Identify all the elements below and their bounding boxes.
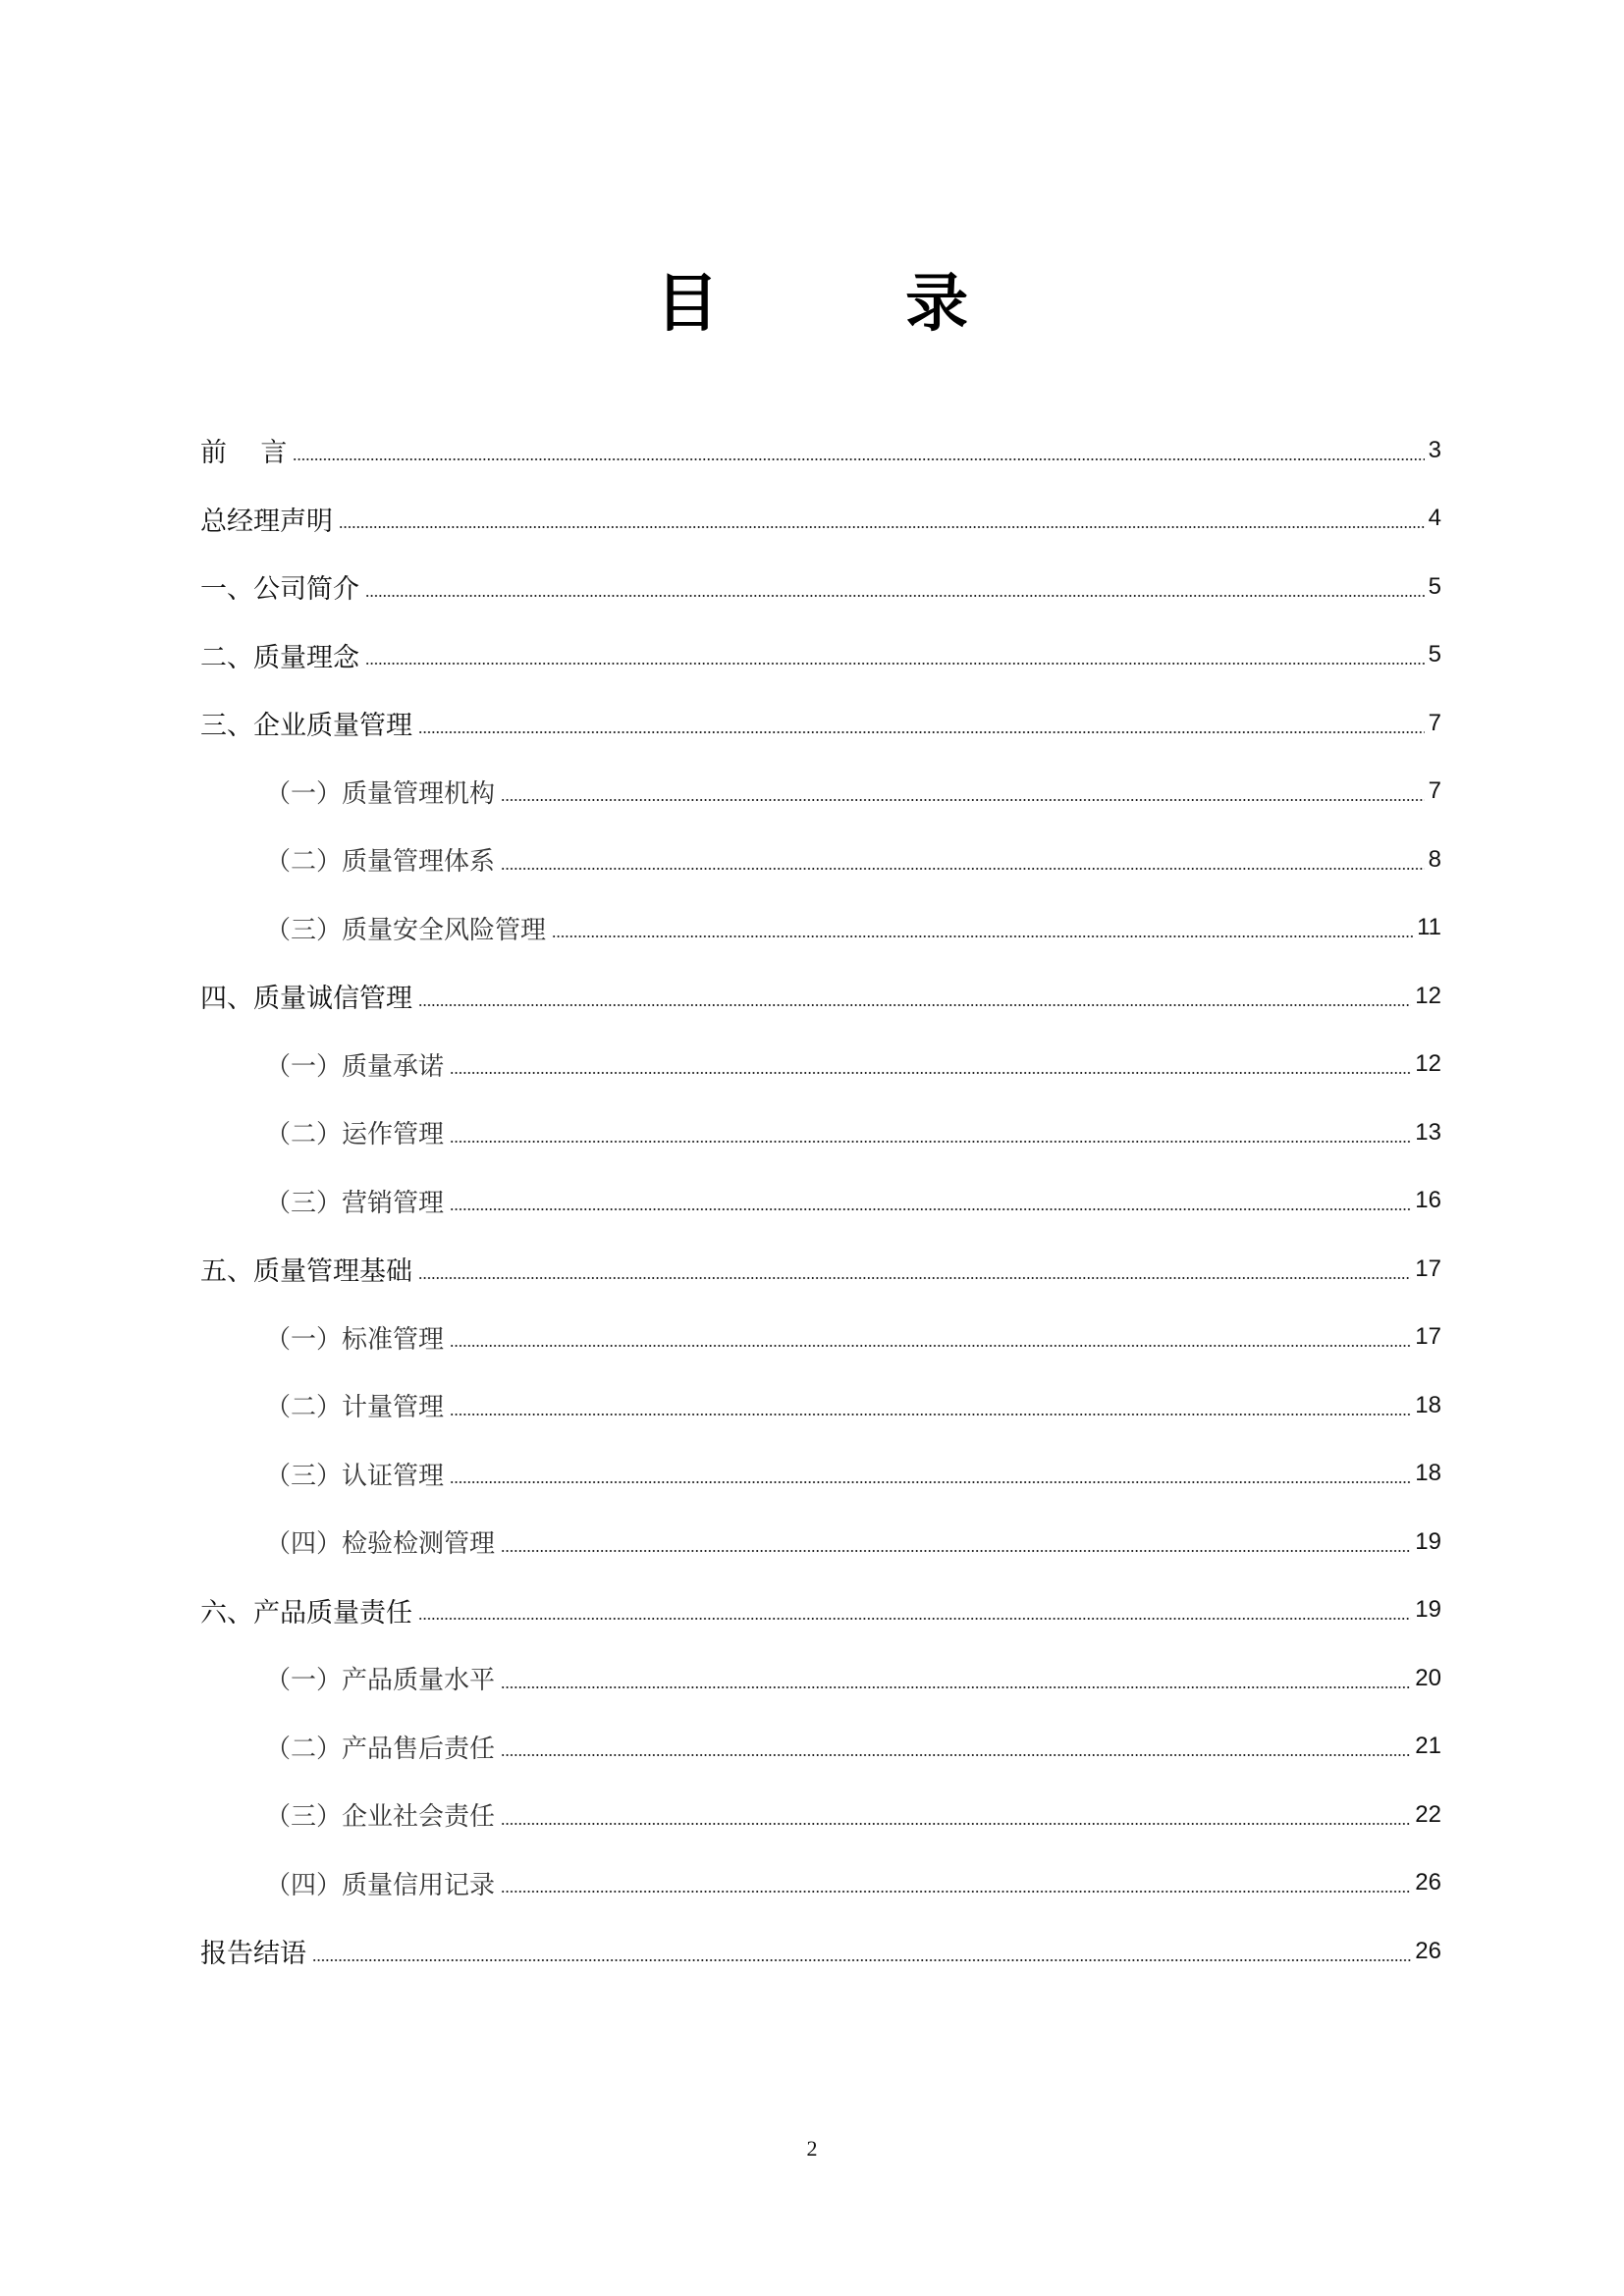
- dot-leader: [501, 1754, 1411, 1756]
- dot-leader: [450, 1414, 1411, 1415]
- toc-entry-page: 18: [1415, 1460, 1441, 1487]
- dot-leader: [501, 868, 1425, 870]
- dot-leader: [552, 935, 1413, 937]
- toc-entry-label: 三、企业质量管理: [200, 711, 412, 742]
- toc-entry-label: （三）企业社会责任: [265, 1802, 496, 1833]
- toc-entry-label: （三）质量安全风险管理: [265, 915, 547, 945]
- toc-entry-page: 22: [1415, 1800, 1441, 1828]
- toc-subentry[interactable]: [200, 1167, 1441, 1236]
- dot-leader: [418, 1004, 1411, 1006]
- dot-leader: [418, 731, 1425, 733]
- toc-entry-label: （三）认证管理: [265, 1461, 445, 1491]
- toc-entry-page: 26: [1415, 1869, 1441, 1896]
- dot-leader: [418, 1277, 1411, 1279]
- toc-entry-page: 5: [1428, 641, 1441, 668]
- dot-leader: [450, 1481, 1411, 1483]
- toc-entry-page: 7: [1428, 777, 1441, 805]
- toc-entry-label: （一）产品质量水平: [265, 1666, 496, 1696]
- toc-entry-label: 总经理声明: [200, 506, 333, 537]
- toc-entry-page: 3: [1428, 436, 1441, 463]
- toc-entry-label: （一）标准管理: [265, 1324, 445, 1355]
- dot-leader: [339, 526, 1425, 528]
- toc-subentry[interactable]: [200, 1440, 1441, 1509]
- toc-entry-page: 12: [1415, 1050, 1441, 1078]
- toc-subentry[interactable]: [200, 1644, 1441, 1713]
- toc-subentry[interactable]: [200, 1098, 1441, 1167]
- toc-entry-label: 一、公司简介: [200, 574, 359, 606]
- dot-leader: [312, 1959, 1411, 1961]
- toc-subentry[interactable]: [200, 894, 1441, 963]
- page-title: 目 录: [655, 268, 1052, 341]
- toc-entry-page: 26: [1415, 1937, 1441, 1964]
- dot-leader: [501, 1550, 1411, 1552]
- dot-leader: [450, 1208, 1411, 1210]
- toc-entry-label: 报告结语: [200, 1939, 306, 1970]
- table-of-contents: [200, 416, 1441, 1986]
- toc-subentry[interactable]: [200, 826, 1441, 894]
- dot-leader: [293, 458, 1424, 460]
- toc-subentry[interactable]: [200, 1304, 1441, 1372]
- dot-leader: [501, 1823, 1411, 1825]
- toc-entry-label: 二、质量理念: [200, 642, 359, 673]
- toc-subentry[interactable]: [200, 1508, 1441, 1576]
- toc-entry-label: 六、产品质量责任: [200, 1597, 412, 1629]
- toc-entry-page: 5: [1428, 572, 1441, 600]
- toc-entry-page: 20: [1415, 1664, 1441, 1691]
- toc-entry[interactable]: [200, 485, 1441, 554]
- toc-entry-page: 19: [1415, 1527, 1441, 1555]
- toc-entry-label: （二）产品售后责任: [265, 1734, 496, 1764]
- toc-entry-page: 21: [1415, 1733, 1441, 1760]
- toc-subentry[interactable]: [200, 1371, 1441, 1440]
- toc-entry[interactable]: [200, 1576, 1441, 1645]
- toc-subentry[interactable]: [200, 1849, 1441, 1918]
- toc-subentry[interactable]: [200, 1781, 1441, 1849]
- dot-leader: [501, 1891, 1411, 1893]
- toc-entry-label: 四、质量诚信管理: [200, 984, 412, 1015]
- toc-entry[interactable]: [200, 621, 1441, 690]
- toc-entry-page: 19: [1415, 1596, 1441, 1624]
- toc-entry[interactable]: [200, 1235, 1441, 1304]
- toc-entry-label: （二）计量管理: [265, 1393, 445, 1423]
- toc-entry-page: 18: [1415, 1391, 1441, 1418]
- dot-leader: [418, 1618, 1411, 1620]
- toc-entry-page: 17: [1415, 1255, 1441, 1282]
- toc-entry-page: 16: [1415, 1187, 1441, 1214]
- toc-entry[interactable]: [200, 689, 1441, 758]
- toc-entry-label: （二）运作管理: [265, 1120, 445, 1150]
- toc-subentry[interactable]: [200, 758, 1441, 827]
- toc-entry[interactable]: [200, 1917, 1441, 1986]
- dot-leader: [450, 1072, 1411, 1074]
- dot-leader: [365, 663, 1425, 665]
- toc-entry-label: 五、质量管理基础: [200, 1256, 412, 1288]
- dot-leader: [450, 1141, 1411, 1143]
- toc-entry-label: （一）质量承诺: [265, 1051, 445, 1082]
- toc-entry-label: 前 言: [200, 438, 288, 469]
- toc-entry-page: 13: [1415, 1118, 1441, 1146]
- dot-leader: [365, 595, 1425, 597]
- toc-subentry[interactable]: [200, 1031, 1441, 1099]
- toc-entry-page: 7: [1428, 709, 1441, 736]
- toc-entry-page: 17: [1415, 1323, 1441, 1351]
- toc-entry-page: 11: [1417, 914, 1441, 941]
- toc-entry-label: （一）质量管理机构: [265, 778, 496, 809]
- toc-entry-label: （四）检验检测管理: [265, 1529, 496, 1560]
- dot-leader: [501, 799, 1425, 801]
- dot-leader: [501, 1686, 1411, 1688]
- toc-entry[interactable]: [200, 416, 1441, 485]
- toc-entry-label: （四）质量信用记录: [265, 1870, 496, 1900]
- toc-entry-page: 4: [1428, 505, 1441, 532]
- toc-entry-label: （三）营销管理: [265, 1188, 445, 1218]
- dot-leader: [450, 1345, 1411, 1347]
- toc-entry[interactable]: [200, 553, 1441, 621]
- toc-subentry[interactable]: [200, 1713, 1441, 1782]
- page-number: 2: [806, 2136, 818, 2161]
- toc-entry-page: 12: [1415, 982, 1441, 1009]
- toc-entry-page: 8: [1428, 845, 1441, 873]
- toc-entry-label: （二）质量管理体系: [265, 847, 496, 878]
- toc-entry[interactable]: [200, 962, 1441, 1031]
